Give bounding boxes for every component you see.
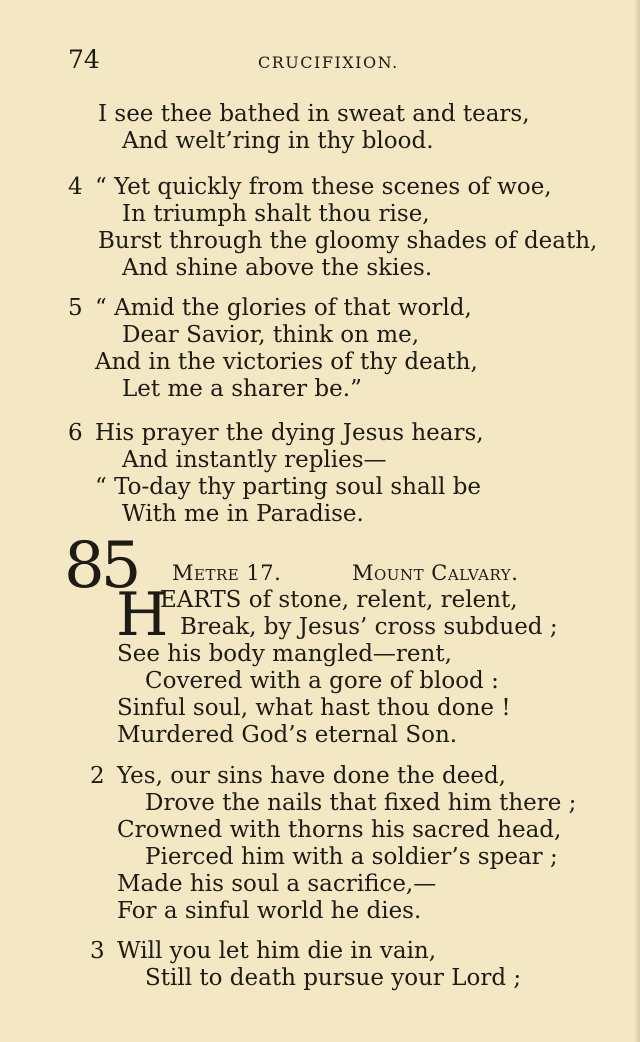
- verse-line: Murdered God’s eternal Son.: [117, 722, 458, 748]
- verse-line: Sinful soul, what hast thou done !: [117, 695, 511, 721]
- drop-cap: H: [116, 580, 169, 650]
- verse-line: Burst through the gloomy shades of death,: [98, 228, 598, 254]
- verse-line: Will you let him die in vain,: [117, 938, 437, 964]
- verse-line: And in the victories of thy death,: [95, 349, 478, 375]
- verse-line: And welt’ring in thy blood.: [122, 128, 434, 154]
- hymn-metre: Metre 17.: [172, 561, 282, 585]
- verse-line: I see thee bathed in sweat and tears,: [98, 101, 530, 127]
- verse-line: EARTS of stone, relent, relent,: [160, 587, 518, 613]
- verse-number: 2: [90, 763, 105, 789]
- hymn-tune: Mount Calvary.: [352, 561, 519, 585]
- verse-line: “ To-day thy parting soul shall be: [95, 474, 482, 500]
- verse-line: Pierced him with a soldier’s spear ;: [145, 844, 558, 870]
- verse-line: For a sinful world he dies.: [117, 898, 422, 924]
- hymn-number: 85: [64, 529, 138, 603]
- verse-line: Dear Savior, think on me,: [122, 322, 420, 348]
- page-number: 74: [68, 45, 100, 74]
- verse-line: Covered with a gore of blood :: [145, 668, 499, 694]
- verse-line: Drove the nails that fixed him there ;: [145, 790, 577, 816]
- verse-number: 5: [68, 295, 83, 321]
- verse-line: Crowned with thorns his sacred head,: [117, 817, 562, 843]
- verse-line: “ Yet quickly from these scenes of woe,: [95, 174, 552, 200]
- verse-number: 6: [68, 420, 83, 446]
- running-title: CRUCIFIXION.: [258, 53, 399, 72]
- verse-line: And shine above the skies.: [122, 255, 433, 281]
- verse-line: Still to death pursue your Lord ;: [145, 965, 522, 991]
- verse-line: His prayer the dying Jesus hears,: [95, 420, 484, 446]
- verse-line: With me in Paradise.: [122, 501, 364, 527]
- verse-number: 3: [90, 938, 105, 964]
- verse-line: Yes, our sins have done the deed,: [117, 763, 506, 789]
- verse-line: Made his soul a sacrifice,—: [117, 871, 437, 897]
- page-edge: [635, 0, 640, 1042]
- verse-number: 4: [68, 174, 83, 200]
- verse-line: “ Amid the glories of that world,: [95, 295, 472, 321]
- verse-line: In triumph shalt thou rise,: [122, 201, 430, 227]
- verse-line: And instantly replies—: [122, 447, 387, 473]
- verse-line: See his body mangled—rent,: [117, 641, 452, 667]
- verse-line: Let me a sharer be.”: [122, 376, 362, 402]
- verse-line: Break, by Jesus’ cross subdued ;: [180, 614, 558, 640]
